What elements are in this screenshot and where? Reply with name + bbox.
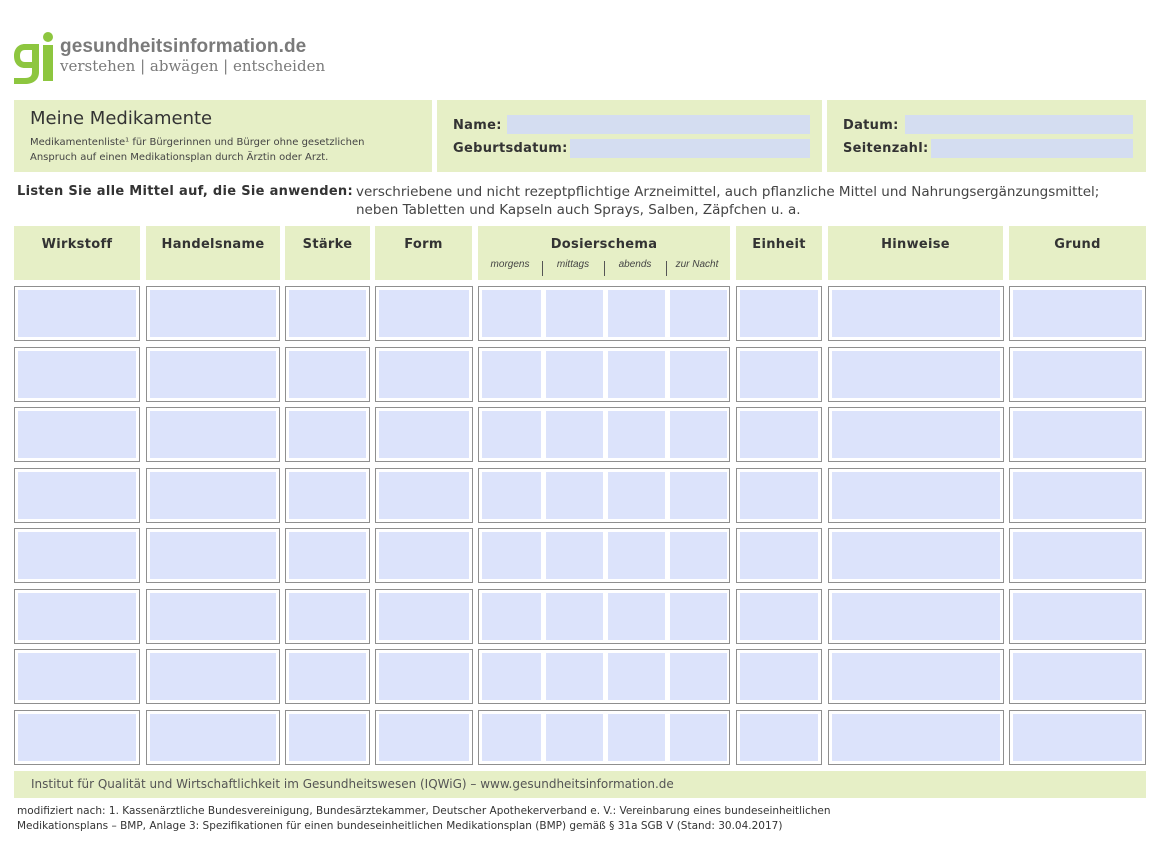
cell-input-area[interactable] <box>18 411 136 458</box>
cell-input-area[interactable] <box>18 351 136 398</box>
cell-dosierschema <box>478 528 730 583</box>
column-header-einheit <box>736 226 822 280</box>
cell-input-area[interactable] <box>1013 532 1142 579</box>
site-tagline: verstehen | abwägen | entscheiden <box>60 57 326 75</box>
cell-wirkstoff[interactable] <box>14 468 140 523</box>
column-header-staerke <box>285 226 370 280</box>
cell-wirkstoff[interactable] <box>14 589 140 644</box>
cell-dosierschema <box>478 468 730 523</box>
cell-handelsname[interactable] <box>146 347 280 402</box>
column-header-label: Einheit <box>752 237 806 252</box>
cell-staerke[interactable] <box>285 407 370 462</box>
cell-input-area[interactable] <box>150 472 276 519</box>
cell-input-area[interactable] <box>150 532 276 579</box>
cell-dosierschema <box>478 286 730 341</box>
cell-input-area[interactable] <box>150 411 276 458</box>
dosing-night-label: zur Nacht <box>675 259 719 270</box>
column-header-label: Handelsname <box>161 237 265 252</box>
column-header-label: Grund <box>1054 237 1101 252</box>
cell-form[interactable] <box>375 710 473 765</box>
cell-input-area[interactable] <box>832 351 1000 398</box>
birth-date-field[interactable] <box>570 139 810 158</box>
cell-dosing-nacht[interactable] <box>670 593 727 640</box>
cell-input-area[interactable] <box>740 351 818 398</box>
cell-dosing-morgens[interactable] <box>482 653 541 700</box>
cell-staerke[interactable] <box>285 528 370 583</box>
cell-einheit[interactable] <box>736 710 822 765</box>
page-description <box>30 135 365 165</box>
cell-handelsname[interactable] <box>146 468 280 523</box>
page-title: Meine Medikamente <box>30 108 213 129</box>
cell-staerke[interactable] <box>285 589 370 644</box>
cell-input-area[interactable] <box>150 714 276 761</box>
cell-form[interactable] <box>375 649 473 704</box>
name-label: Name: <box>453 118 502 133</box>
column-header-handelsname <box>146 226 280 280</box>
column-header-dosierschema <box>478 226 730 280</box>
cell-handelsname[interactable] <box>146 528 280 583</box>
logo-mark <box>12 32 56 84</box>
column-header-wirkstoff <box>14 226 140 280</box>
birth-date-label: Geburtsdatum: <box>453 141 568 156</box>
cell-einheit[interactable] <box>736 528 822 583</box>
cell-dosierschema <box>478 649 730 704</box>
cell-dosing-nacht[interactable] <box>670 290 727 337</box>
footnote-line: modifiziert nach: 1. Kassenärztliche Bundesvereinigung, Bundesärztekammer, Deutscher Apothekerverband e. V.: Vereinbarung eines bundeseinheitlichen <box>17 805 831 817</box>
cell-input-area[interactable] <box>289 653 366 700</box>
cell-input-area[interactable] <box>379 472 469 519</box>
cell-input-area[interactable] <box>289 714 366 761</box>
cell-form[interactable] <box>375 468 473 523</box>
cell-dosing-abends[interactable] <box>608 472 665 519</box>
cell-dosing-morgens[interactable] <box>482 532 541 579</box>
cell-input-area[interactable] <box>832 532 1000 579</box>
column-header-label: Form <box>404 237 443 252</box>
personal-info-panel <box>437 100 822 172</box>
cell-hinweise[interactable] <box>828 649 1004 704</box>
cell-grund[interactable] <box>1009 528 1146 583</box>
dosing-noon-label: mittags <box>556 259 590 270</box>
cell-input-area[interactable] <box>379 593 469 640</box>
cell-input-area[interactable] <box>740 290 818 337</box>
column-header-label: Dosierschema <box>550 237 658 252</box>
cell-staerke[interactable] <box>285 347 370 402</box>
cell-grund[interactable] <box>1009 286 1146 341</box>
cell-dosing-abends[interactable] <box>608 714 665 761</box>
cell-input-area[interactable] <box>1013 472 1142 519</box>
cell-input-area[interactable] <box>289 351 366 398</box>
cell-grund[interactable] <box>1009 649 1146 704</box>
page-number-label: Seitenzahl: <box>843 141 929 156</box>
cell-form[interactable] <box>375 528 473 583</box>
cell-input-area[interactable] <box>18 593 136 640</box>
cell-input-area[interactable] <box>1013 290 1142 337</box>
cell-input-area[interactable] <box>379 351 469 398</box>
cell-hinweise[interactable] <box>828 286 1004 341</box>
cell-input-area[interactable] <box>289 411 366 458</box>
cell-dosing-morgens[interactable] <box>482 472 541 519</box>
cell-input-area[interactable] <box>379 290 469 337</box>
cell-handelsname[interactable] <box>146 589 280 644</box>
cell-dosing-abends[interactable] <box>608 653 665 700</box>
cell-input-area[interactable] <box>832 653 1000 700</box>
cell-form[interactable] <box>375 347 473 402</box>
date-panel <box>827 100 1146 172</box>
cell-wirkstoff[interactable] <box>14 407 140 462</box>
cell-dosing-nacht[interactable] <box>670 472 727 519</box>
cell-hinweise[interactable] <box>828 468 1004 523</box>
column-header-label: Wirkstoff <box>41 237 113 252</box>
cell-dosing-mittags[interactable] <box>546 593 603 640</box>
cell-dosing-mittags[interactable] <box>546 653 603 700</box>
column-header-grund <box>1009 226 1146 280</box>
cell-grund[interactable] <box>1009 710 1146 765</box>
cell-dosing-abends[interactable] <box>608 351 665 398</box>
cell-einheit[interactable] <box>736 286 822 341</box>
cell-dosing-morgens[interactable] <box>482 411 541 458</box>
page-number-field[interactable] <box>931 139 1133 158</box>
cell-form[interactable] <box>375 407 473 462</box>
cell-input-area[interactable] <box>18 653 136 700</box>
footnote <box>17 804 1137 834</box>
cell-input-area[interactable] <box>150 653 276 700</box>
cell-dosing-mittags[interactable] <box>546 351 603 398</box>
cell-input-area[interactable] <box>832 290 1000 337</box>
footnote-line: Medikationsplans – BMP, Anlage 3: Spezifikationen für einen bundeseinheitlichen Medikationsplan (BMP) gemäß § 31a SGB V (Stand: 30.04.2017) <box>17 820 783 832</box>
cell-input-area[interactable] <box>18 532 136 579</box>
gi-logo-icon <box>12 32 56 84</box>
cell-input-area[interactable] <box>740 472 818 519</box>
cell-staerke[interactable] <box>285 649 370 704</box>
cell-dosing-nacht[interactable] <box>670 532 727 579</box>
cell-form[interactable] <box>375 286 473 341</box>
cell-input-area[interactable] <box>379 714 469 761</box>
cell-wirkstoff[interactable] <box>14 347 140 402</box>
cell-handelsname[interactable] <box>146 649 280 704</box>
column-header-label: Stärke <box>302 237 353 252</box>
cell-input-area[interactable] <box>379 653 469 700</box>
cell-hinweise[interactable] <box>828 528 1004 583</box>
cell-input-area[interactable] <box>289 593 366 640</box>
cell-wirkstoff[interactable] <box>14 286 140 341</box>
cell-dosierschema <box>478 589 730 644</box>
name-field[interactable] <box>507 115 810 134</box>
title-panel <box>14 100 432 172</box>
cell-dosing-abends[interactable] <box>608 411 665 458</box>
cell-handelsname[interactable] <box>146 407 280 462</box>
cell-dosing-morgens[interactable] <box>482 290 541 337</box>
column-header-form <box>375 226 472 280</box>
cell-einheit[interactable] <box>736 649 822 704</box>
cell-handelsname[interactable] <box>146 286 280 341</box>
cell-handelsname[interactable] <box>146 710 280 765</box>
cell-input-area[interactable] <box>832 411 1000 458</box>
cell-input-area[interactable] <box>289 472 366 519</box>
cell-input-area[interactable] <box>1013 351 1142 398</box>
cell-input-area[interactable] <box>740 593 818 640</box>
cell-hinweise[interactable] <box>828 407 1004 462</box>
cell-einheit[interactable] <box>736 407 822 462</box>
cell-input-area[interactable] <box>832 472 1000 519</box>
cell-input-area[interactable] <box>379 411 469 458</box>
cell-input-area[interactable] <box>1013 714 1142 761</box>
cell-dosing-abends[interactable] <box>608 593 665 640</box>
cell-staerke[interactable] <box>285 710 370 765</box>
cell-einheit[interactable] <box>736 468 822 523</box>
cell-dosierschema <box>478 407 730 462</box>
cell-input-area[interactable] <box>740 714 818 761</box>
column-header-label: Hinweise <box>881 237 950 252</box>
cell-hinweise[interactable] <box>828 710 1004 765</box>
instruction-line: neben Tabletten und Kapseln auch Sprays, Salben, Zäpfchen u. a. <box>356 202 801 218</box>
cell-input-area[interactable] <box>740 532 818 579</box>
cell-input-area[interactable] <box>1013 593 1142 640</box>
description-line: Anspruch auf einen Medikationsplan durch Ärztin oder Arzt. <box>30 152 329 163</box>
cell-input-area[interactable] <box>18 714 136 761</box>
date-field[interactable] <box>905 115 1133 134</box>
cell-input-area[interactable] <box>18 472 136 519</box>
cell-dosing-abends[interactable] <box>608 290 665 337</box>
cell-grund[interactable] <box>1009 407 1146 462</box>
instruction-label: Listen Sie alle Mittel auf, die Sie anwenden: <box>17 184 353 199</box>
cell-dosing-mittags[interactable] <box>546 290 603 337</box>
cell-input-area[interactable] <box>740 653 818 700</box>
cell-input-area[interactable] <box>379 532 469 579</box>
cell-grund[interactable] <box>1009 589 1146 644</box>
cell-dosierschema <box>478 710 730 765</box>
site-title: gesundheitsinformation.de <box>60 36 307 57</box>
cell-hinweise[interactable] <box>828 589 1004 644</box>
cell-dosierschema <box>478 347 730 402</box>
column-header-hinweise <box>828 226 1003 280</box>
cell-input-area[interactable] <box>150 593 276 640</box>
cell-wirkstoff[interactable] <box>14 710 140 765</box>
cell-dosing-abends[interactable] <box>608 532 665 579</box>
dosing-evening-label: abends <box>618 259 652 270</box>
cell-wirkstoff[interactable] <box>14 649 140 704</box>
cell-input-area[interactable] <box>289 290 366 337</box>
cell-dosing-nacht[interactable] <box>670 653 727 700</box>
cell-input-area[interactable] <box>18 290 136 337</box>
footer-institute: Institut für Qualität und Wirtschaftlichkeit im Gesundheitswesen (IQWiG) – www.gesundheitsinformation.de <box>31 777 674 791</box>
cell-input-area[interactable] <box>832 714 1000 761</box>
date-label: Datum: <box>843 118 899 133</box>
cell-input-area[interactable] <box>1013 411 1142 458</box>
cell-dosing-morgens[interactable] <box>482 351 541 398</box>
cell-grund[interactable] <box>1009 347 1146 402</box>
cell-dosing-nacht[interactable] <box>670 351 727 398</box>
cell-dosing-mittags[interactable] <box>546 411 603 458</box>
cell-dosing-mittags[interactable] <box>546 472 603 519</box>
cell-dosing-mittags[interactable] <box>546 714 603 761</box>
cell-dosing-nacht[interactable] <box>670 411 727 458</box>
instruction-line: verschriebene und nicht rezeptpflichtige Arzneimittel, auch pflanzliche Mittel und Nahrungsergänzungsmittel; <box>356 184 1100 200</box>
cell-staerke[interactable] <box>285 468 370 523</box>
cell-input-area[interactable] <box>740 411 818 458</box>
cell-dosing-mittags[interactable] <box>546 532 603 579</box>
footer-bar <box>14 771 1146 798</box>
cell-wirkstoff[interactable] <box>14 528 140 583</box>
cell-input-area[interactable] <box>150 290 276 337</box>
cell-dosing-morgens[interactable] <box>482 593 541 640</box>
cell-grund[interactable] <box>1009 468 1146 523</box>
dosing-morning-label: morgens <box>490 259 530 270</box>
cell-einheit[interactable] <box>736 589 822 644</box>
cell-hinweise[interactable] <box>828 347 1004 402</box>
description-line: Medikamentenliste¹ für Bürgerinnen und Bürger ohne gesetzlichen <box>30 137 365 148</box>
cell-input-area[interactable] <box>289 532 366 579</box>
cell-staerke[interactable] <box>285 286 370 341</box>
cell-dosing-morgens[interactable] <box>482 714 541 761</box>
cell-form[interactable] <box>375 589 473 644</box>
cell-dosing-nacht[interactable] <box>670 714 727 761</box>
cell-input-area[interactable] <box>832 593 1000 640</box>
cell-einheit[interactable] <box>736 347 822 402</box>
instruction-text <box>356 183 1146 219</box>
cell-input-area[interactable] <box>150 351 276 398</box>
cell-input-area[interactable] <box>1013 653 1142 700</box>
